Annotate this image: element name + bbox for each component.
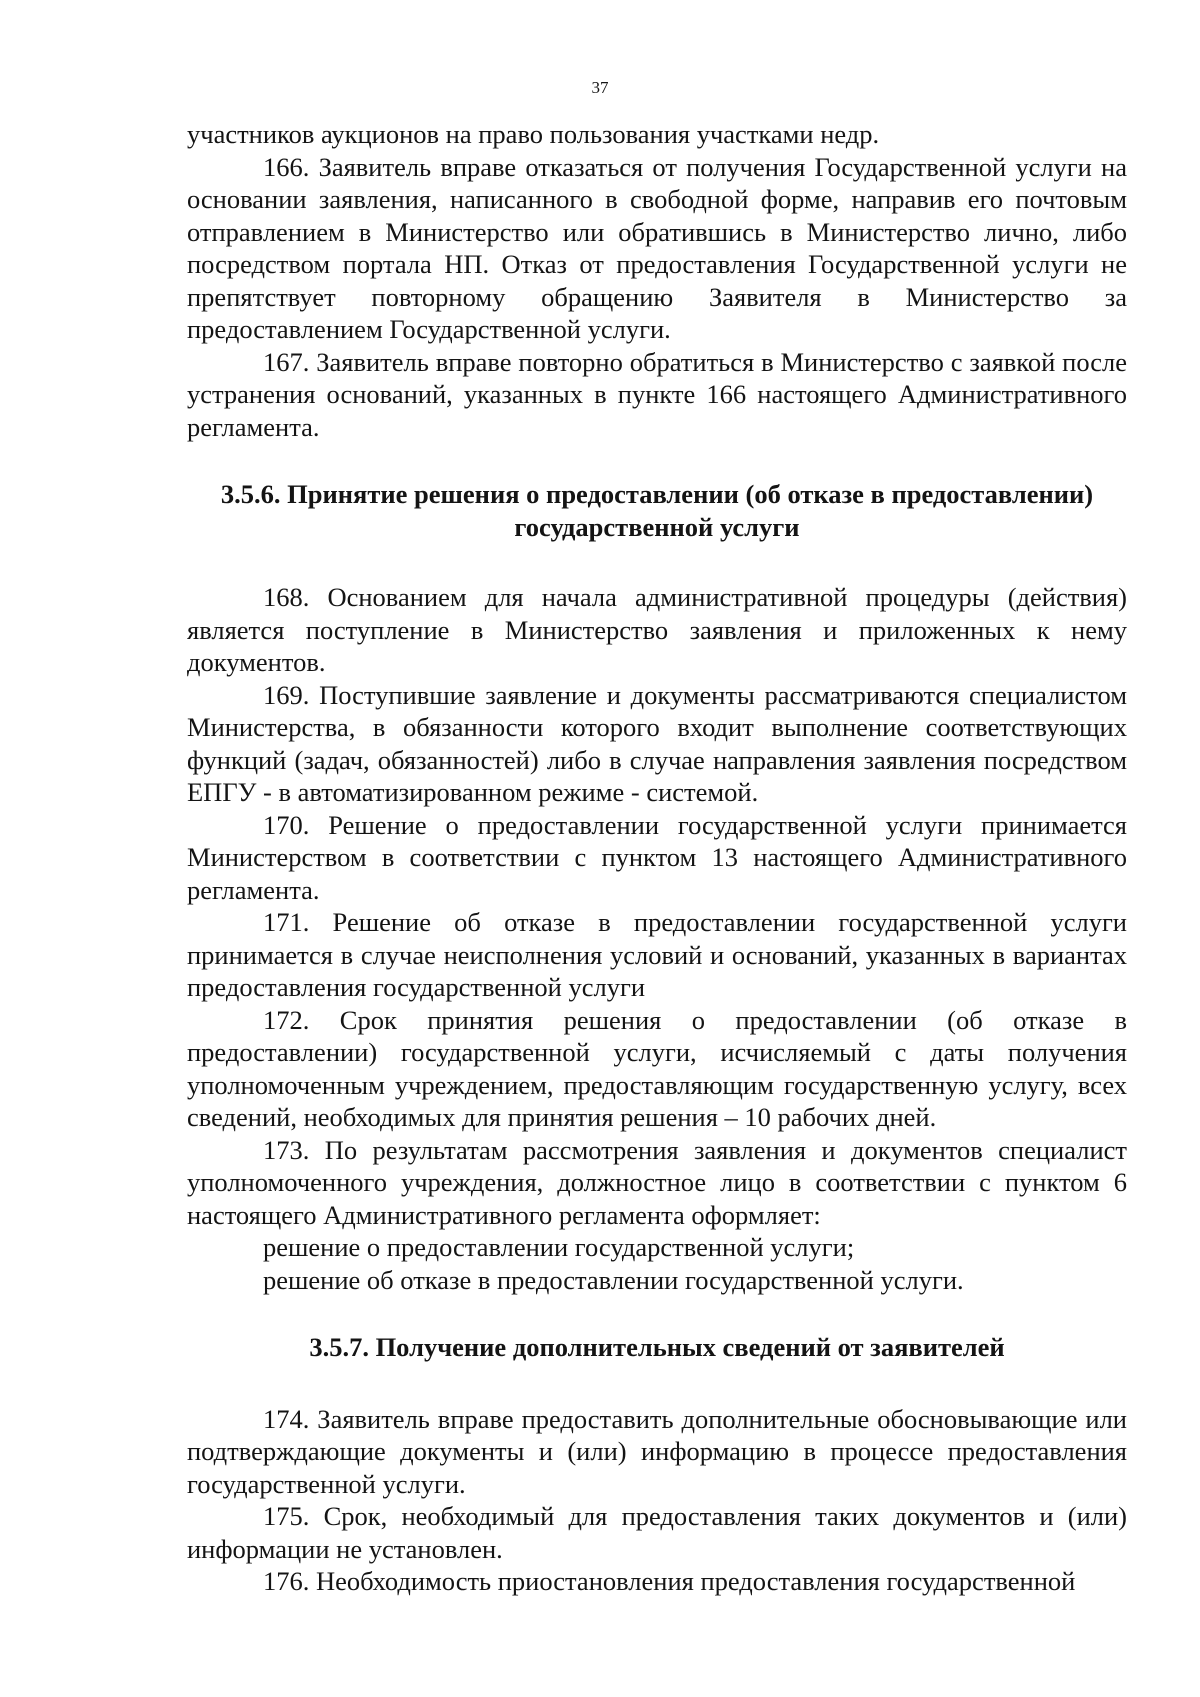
paragraph-171: 171. Решение об отказе в предоставлении государственной услуги принимается в случае неисполнения условий и оснований, указанных в вариантах предоставления государственной услуги bbox=[187, 907, 1127, 1002]
paragraph-170: 170. Решение о предоставлении государственной услуги принимается Министерством в соответствии с пунктом 13 настоящего Административного регламента. bbox=[187, 809, 1127, 905]
paragraph-176: 176. Необходимость приостановления предоставления государственной bbox=[263, 1566, 1076, 1596]
section-heading-3-5-6: 3.5.6. Принятие решения о предоставлении (об отказе в предоставлении) государственной услуги bbox=[220, 479, 1094, 542]
paragraph-169: 169. Поступившие заявление и документы рассматриваются специалистом Министерства, в обязанности которого входит выполнение соответствующих функций (задач, обязанностей) либо в случае направления заявления посредством ЕПГУ - в автоматизированном режиме - системой. bbox=[187, 679, 1127, 807]
paragraph-175: 175. Срок, необходимый для предоставления таких документов и (или) информации не установлен. bbox=[187, 1501, 1127, 1564]
paragraph-173: 173. По результатам рассмотрения заявления и документов специалист уполномоченного учреждения, должностное лицо в соответствии с пунктом 6 настоящего Административного регламента оформляет: bbox=[187, 1134, 1127, 1230]
paragraph-172: 172. Срок принятия решения о предоставлении (об отказе в предоставлении) государственной услуги, исчисляемый с даты получения уполномоченным учреждением, предоставляющим государственную услугу, всех сведений, необходимых для принятия решения – 10 рабочих дней. bbox=[187, 1004, 1127, 1132]
paragraph-167: 167. Заявитель вправе повторно обратиться в Министерство с заявкой после устранения оснований, указанных в пункте 166 настоящего Административного регламента. bbox=[187, 346, 1127, 442]
paragraph-174: 174. Заявитель вправе предоставить дополнительные обосновывающие или подтверждающие документы и (или) информацию в процессе предоставления государственной услуги. bbox=[187, 1403, 1127, 1499]
paragraph-166: 166. Заявитель вправе отказаться от получения Государственной услуги на основании заявления, написанного в свободной форме, направив его почтовым отправлением в Министерство или обратившись в Министерство лично, либо посредством портала НП. Отказ от предоставления Государственной услуги не препятствует повторному обращению Заявителя в Министерство за предоставлением Государственной услуги. bbox=[187, 151, 1127, 344]
paragraph-168: 168. Основанием для начала административной процедуры (действия) является поступление в Министерство заявления и приложенных к нему документов. bbox=[187, 582, 1127, 677]
list-item-decision-grant: решение о предоставлении государственной услуги; bbox=[263, 1232, 855, 1262]
document-body bbox=[187, 118, 1127, 1598]
page-number: 37 bbox=[591, 78, 609, 97]
list-item-decision-refusal: решение об отказе в предоставлении государственной услуги. bbox=[263, 1264, 964, 1295]
section-heading-3-5-7: 3.5.7. Получение дополнительных сведений от заявителей bbox=[309, 1332, 1005, 1362]
paragraph-continuation: участников аукционов на право пользования участками недр. bbox=[187, 119, 880, 149]
